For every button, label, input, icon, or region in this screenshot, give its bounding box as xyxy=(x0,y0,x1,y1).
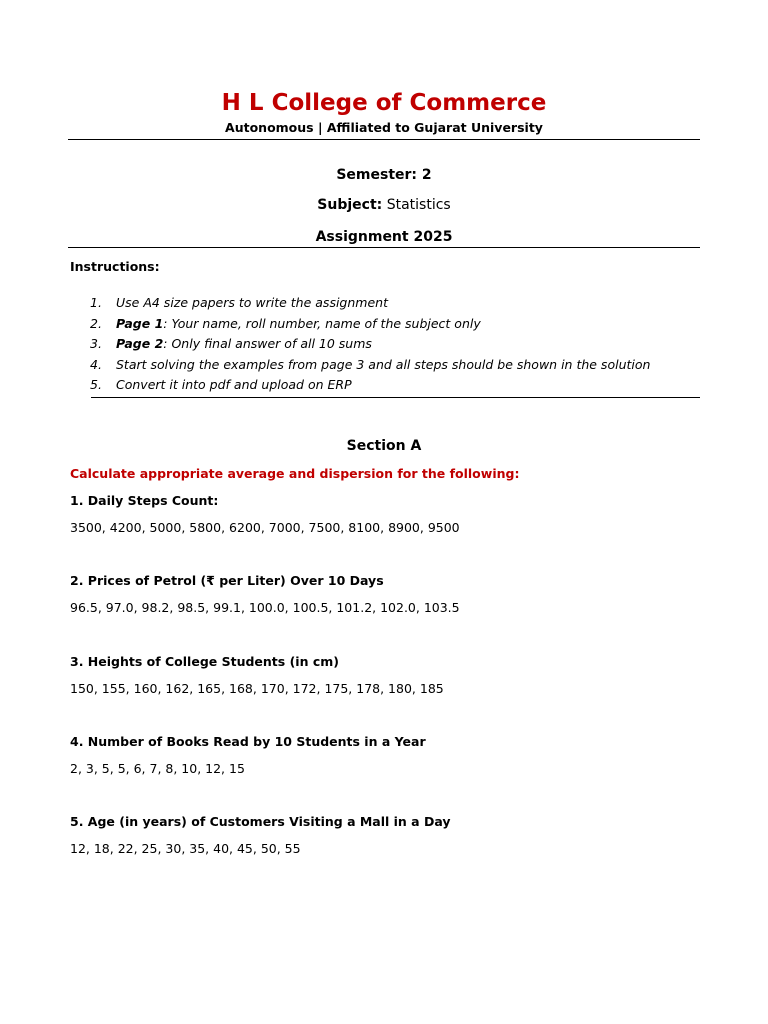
assignment-text: Assignment 2025 xyxy=(315,229,453,245)
instructions-label: Instructions: xyxy=(70,259,160,274)
semester-line xyxy=(0,165,768,185)
instruction-item xyxy=(90,334,650,355)
instructions-list xyxy=(90,293,650,396)
instruction-text: : Only final answer of all 10 sums xyxy=(163,336,372,351)
question-data: 3500, 4200, 5000, 5800, 6200, 7000, 7500, 8100, 8900, 9500 xyxy=(70,520,460,535)
instruction-text: Use A4 size papers to write the assignment xyxy=(116,295,388,310)
instruction-number: 3. xyxy=(90,336,102,351)
instruction-number: 2. xyxy=(90,315,102,331)
question-data: 2, 3, 5, 5, 6, 7, 8, 10, 12, 15 xyxy=(70,761,245,776)
instruction-bold: Page 2 xyxy=(116,336,164,351)
college-title: H L College of Commerce xyxy=(221,90,547,116)
subject-line xyxy=(0,195,768,215)
question-data: 96.5, 97.0, 98.2, 98.5, 99.1, 100.0, 100.5, 101.2, 102.0, 103.5 xyxy=(70,600,460,615)
instruction-number: 1. xyxy=(90,295,102,310)
question-data: 150, 155, 160, 162, 165, 168, 170, 172, 175, 178, 180, 185 xyxy=(70,681,444,696)
instruction-number: 4. xyxy=(90,356,102,372)
instruction-item xyxy=(90,355,650,376)
college-subtitle: Autonomous | Affiliated to Gujarat University xyxy=(225,120,543,135)
subject-value: Statistics xyxy=(386,197,451,213)
section-instruction: Calculate appropriate average and dispersion for the following: xyxy=(70,466,520,481)
question-title: 5. Age (in years) of Customers Visiting a Mall in a Day xyxy=(70,814,451,829)
instruction-item xyxy=(90,314,650,335)
question-title: 4. Number of Books Read by 10 Students in a Year xyxy=(70,734,426,749)
instruction-text: : Your name, roll number, name of the subject only xyxy=(163,315,481,331)
instructions-divider xyxy=(91,397,700,398)
semester-text: Semester: 2 xyxy=(336,167,432,183)
question-title: 3. Heights of College Students (in cm) xyxy=(70,654,339,669)
instruction-text: Convert it into pdf and upload on ERP xyxy=(116,377,352,392)
question-data: 12, 18, 22, 25, 30, 35, 40, 45, 50, 55 xyxy=(70,841,301,856)
question-title: 2. Prices of Petrol (₹ per Liter) Over 10 Days xyxy=(70,573,384,588)
instruction-text: Start solving the examples from page 3 and all steps should be shown in the solution xyxy=(116,356,651,372)
subject-label: Subject: xyxy=(317,197,383,213)
section-title: Section A xyxy=(346,438,422,454)
header-divider xyxy=(68,139,700,140)
instruction-number: 5. xyxy=(90,377,102,392)
question-title: 1. Daily Steps Count: xyxy=(70,493,219,508)
instruction-bold: Page 1 xyxy=(116,315,164,331)
instruction-item xyxy=(90,375,650,396)
instruction-item xyxy=(90,293,650,314)
assignment-line xyxy=(0,227,768,247)
meta-divider xyxy=(68,247,700,248)
